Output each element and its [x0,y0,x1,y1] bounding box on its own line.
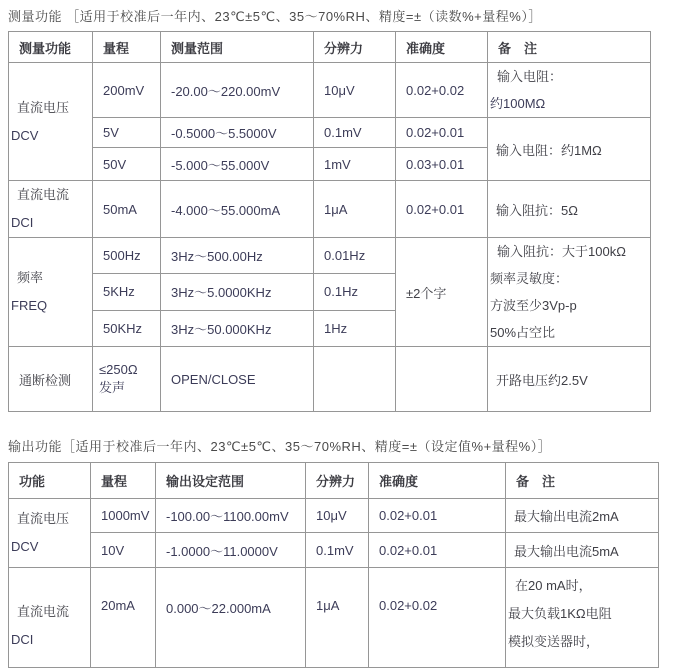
note-line: 模拟变送器时， [508,634,600,649]
function-name: 直流电压 [17,99,70,115]
cell-span: 3Hz～500.00Hz [161,238,314,274]
function-name: 直流电流 [17,187,70,202]
cell-range: 200mV [93,63,161,118]
column-header-range: 量程 [91,463,156,499]
cell-function-continuity: 通断检测 [9,347,93,412]
note-line: 频率灵敏度： [490,271,569,286]
cell-resolution: 1μA [306,568,369,668]
table-row [9,181,651,238]
cell-accuracy: 0.02+0.02 [369,568,506,668]
cell-resolution: 0.01Hz [314,238,396,274]
cell-function-dci [9,568,91,668]
cell-function-dcv [9,63,93,181]
function-name: 频率 [17,270,44,285]
cell-range: 20mA [91,568,156,668]
cell-span: 3Hz～50.000KHz [161,310,314,346]
cell-resolution: 1μA [314,181,396,238]
cell-resolution: 0.1mV [314,118,396,148]
cell-accuracy: 0.02+0.02 [396,63,488,118]
cell-span: -20.00～220.00mV [161,63,314,118]
column-header-function: 测量功能 [9,32,93,63]
cell-accuracy: 0.02+0.01 [369,533,506,568]
table-row [9,238,651,274]
note-line: 输入电阻： [497,69,563,84]
cell-accuracy: ±2个字 [396,238,488,347]
cell-resolution: 10μV [314,63,396,118]
function-abbr: DCI [11,632,34,647]
table-row [9,63,651,118]
cell-note [488,63,651,118]
cell-range: 500Hz [93,238,161,274]
note-line: 50%占空比 [490,325,556,340]
note-line: 方波至少3Vp-p [490,298,577,313]
cell-range: 50KHz [93,310,161,346]
cell-range: ≤250Ω 发声 [93,347,161,412]
cell-span: -0.5000～5.5000V [161,118,314,148]
cell-resolution: 0.1Hz [314,274,396,310]
column-header-accuracy: 准确度 [369,463,506,499]
table-header-row [9,32,651,63]
function-name: 直流电压 [17,511,70,526]
function-abbr: FREQ [11,298,48,313]
cell-resolution: 1Hz [314,310,396,346]
cell-note: 输入阻抗：5Ω [488,181,651,238]
cell-span: -5.000～55.000V [161,148,314,181]
cell-accuracy: 0.02+0.01 [396,118,488,148]
note-line: 在20 mA时， [515,578,592,593]
cell-span: 3Hz～5.0000KHz [161,274,314,310]
table-row [9,533,659,568]
function-name: 直流电流 [17,604,70,619]
cell-range: 50mA [93,181,161,238]
cell-note: 输入电阻：约1MΩ [488,118,651,181]
cell-resolution: 10μV [306,499,369,533]
cell-resolution: 0.1mV [306,533,369,568]
cell-function-dcv [9,499,91,568]
table-header-row [9,463,659,499]
column-header-output-span: 输出设定范围 [156,463,306,499]
note-line: 输入阻抗：大于100kΩ [497,244,626,259]
cell-accuracy: 0.02+0.01 [369,499,506,533]
cell-range: 1000mV [91,499,156,533]
cell-resolution: 1mV [314,148,396,181]
cell-span: -4.000～55.000mA [161,181,314,238]
cell-note [506,568,659,668]
note-line: 约100MΩ [490,96,546,111]
cell-range: 50V [93,148,161,181]
cell-note: 最大输出电流2mA [506,499,659,533]
cell-accuracy: 0.02+0.01 [396,181,488,238]
cell-note: 最大输出电流5mA [506,533,659,568]
cell-range: 5KHz [93,274,161,310]
measure-section-title: 测量功能 ［适用于校准后一年内、23℃±5℃、35～70%RH、精度=±（读数%+量程%）］ [8,9,542,24]
table-row [9,499,659,533]
column-header-note: 备 注 [506,463,659,499]
column-header-span: 测量范围 [161,32,314,63]
output-spec-table [8,462,659,668]
cell-accuracy: 0.03+0.01 [396,148,488,181]
cell-span: OPEN/CLOSE [161,347,314,412]
function-abbr: DCV [11,127,39,143]
column-header-accuracy: 准确度 [396,32,488,63]
column-header-note: 备 注 [488,32,651,63]
function-abbr: DCI [11,215,34,230]
function-abbr: DCV [11,539,39,554]
cell-range: 10V [91,533,156,568]
output-section-title: 输出功能［适用于校准后一年内、23℃±5℃、35～70%RH、精度=±（设定值%+量程%）］ [8,439,552,454]
note-line: 最大负载1KΩ电阻 [508,606,612,621]
cell-note [488,238,651,347]
table-row [9,347,651,412]
cell-note: 开路电压约2.5V [488,347,651,412]
cell-resolution [314,347,396,412]
cell-function-dci [9,181,93,238]
column-header-resolution: 分辨力 [306,463,369,499]
table-row [9,568,659,668]
cell-span: 0.000～22.000mA [156,568,306,668]
column-header-resolution: 分辨力 [314,32,396,63]
measure-spec-table [8,31,651,412]
cell-span: -1.0000～11.0000V [156,533,306,568]
cell-function-freq [9,238,93,347]
cell-range: 5V [93,118,161,148]
column-header-function: 功能 [9,463,91,499]
cell-span: -100.00～1100.00mV [156,499,306,533]
cell-accuracy [396,347,488,412]
table-row [9,118,651,148]
column-header-range: 量程 [93,32,161,63]
